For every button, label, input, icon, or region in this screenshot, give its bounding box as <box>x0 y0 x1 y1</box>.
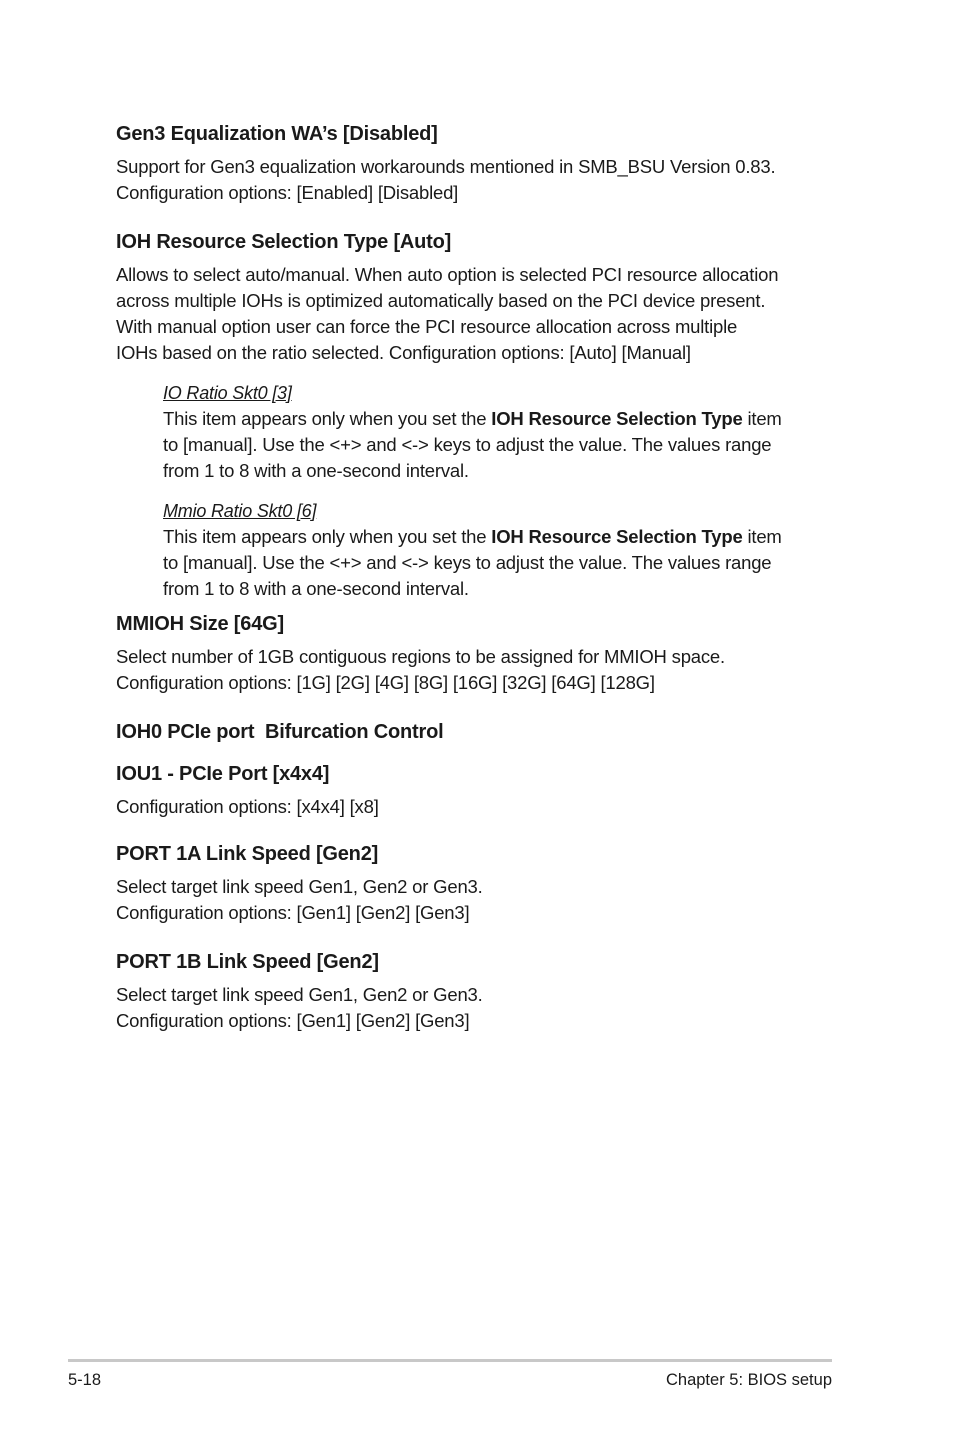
ioh-resource-line2: across multiple IOHs is optimized automatically based on the PCI device present. <box>116 290 766 311</box>
subsection-mmio-ratio <box>163 498 836 602</box>
section-gen3 <box>116 120 836 206</box>
io-ratio-line2: to [manual]. Use the <+> and <-> keys to adjust the value. The values range <box>163 434 772 455</box>
document-body <box>116 120 836 1034</box>
iou1-line1: Configuration options: [x4x4] [x8] <box>116 796 379 817</box>
page-number: 5-18 <box>68 1371 102 1389</box>
io-ratio-line3: from 1 to 8 with a one-second interval. <box>163 460 469 481</box>
section-ioh-resource <box>116 228 836 366</box>
section-port1b <box>116 948 836 1034</box>
chapter-title: Chapter 5: BIOS setup <box>665 1371 832 1389</box>
section-mmioh <box>116 610 836 696</box>
mmioh-heading: MMIOH Size [64G] <box>116 613 284 635</box>
iou1-heading: IOU1 - PCIe Port [x4x4] <box>116 763 330 785</box>
port1a-line2: Configuration options: [Gen1] [Gen2] [Gen3] <box>116 902 470 923</box>
bifurcation-heading: IOH0 PCIe port Bifurcation Control <box>116 721 444 743</box>
mmio-ratio-bold: IOH Resource Selection Type <box>491 526 743 547</box>
ioh-resource-line1: Allows to select auto/manual. When auto option is selected PCI resource allocation <box>116 264 779 285</box>
mmioh-line2: Configuration options: [1G] [2G] [4G] [8G] [16G] [32G] [64G] [128G] <box>116 672 655 693</box>
mmio-ratio-line2: to [manual]. Use the <+> and <-> keys to adjust the value. The values range <box>163 552 772 573</box>
section-bifurcation <box>116 718 836 746</box>
mmio-ratio-title: Mmio Ratio Skt0 [6] <box>163 501 317 521</box>
mmio-ratio-line1 <box>163 524 836 550</box>
io-ratio-line1 <box>163 406 836 432</box>
subsection-io-ratio <box>163 380 836 484</box>
port1b-line1: Select target link speed Gen1, Gen2 or Gen3. <box>116 984 483 1005</box>
mmio-ratio-post: item <box>742 526 782 547</box>
port1b-line2: Configuration options: [Gen1] [Gen2] [Gen3] <box>116 1010 470 1031</box>
gen3-desc-line2: Configuration options: [Enabled] [Disabled] <box>116 182 459 203</box>
ioh-resource-heading: IOH Resource Selection Type [Auto] <box>116 231 452 253</box>
section-port1a <box>116 840 836 926</box>
mmio-ratio-line3: from 1 to 8 with a one-second interval. <box>163 578 469 599</box>
mmioh-line1: Select number of 1GB contiguous regions to be assigned for MMIOH space. <box>116 646 725 667</box>
port1b-heading: PORT 1B Link Speed [Gen2] <box>116 951 379 973</box>
io-ratio-pre: This item appears only when you set the <box>163 408 492 429</box>
ioh-resource-line3: With manual option user can force the PCI resource allocation across multiple <box>116 316 738 337</box>
gen3-heading: Gen3 Equalization WA’s [Disabled] <box>116 123 438 145</box>
footer-divider <box>68 1359 832 1362</box>
io-ratio-bold: IOH Resource Selection Type <box>491 408 743 429</box>
ioh-resource-line4: IOHs based on the ratio selected. Configuration options: [Auto] [Manual] <box>116 342 691 363</box>
io-ratio-title: IO Ratio Skt0 [3] <box>163 383 292 403</box>
io-ratio-post: item <box>742 408 782 429</box>
mmio-ratio-pre: This item appears only when you set the <box>163 526 492 547</box>
port1a-heading: PORT 1A Link Speed [Gen2] <box>116 843 379 865</box>
gen3-desc-line1: Support for Gen3 equalization workarounds mentioned in SMB_BSU Version 0.83. <box>116 156 776 177</box>
port1a-line1: Select target link speed Gen1, Gen2 or Gen3. <box>116 876 483 897</box>
section-iou1 <box>116 760 836 820</box>
